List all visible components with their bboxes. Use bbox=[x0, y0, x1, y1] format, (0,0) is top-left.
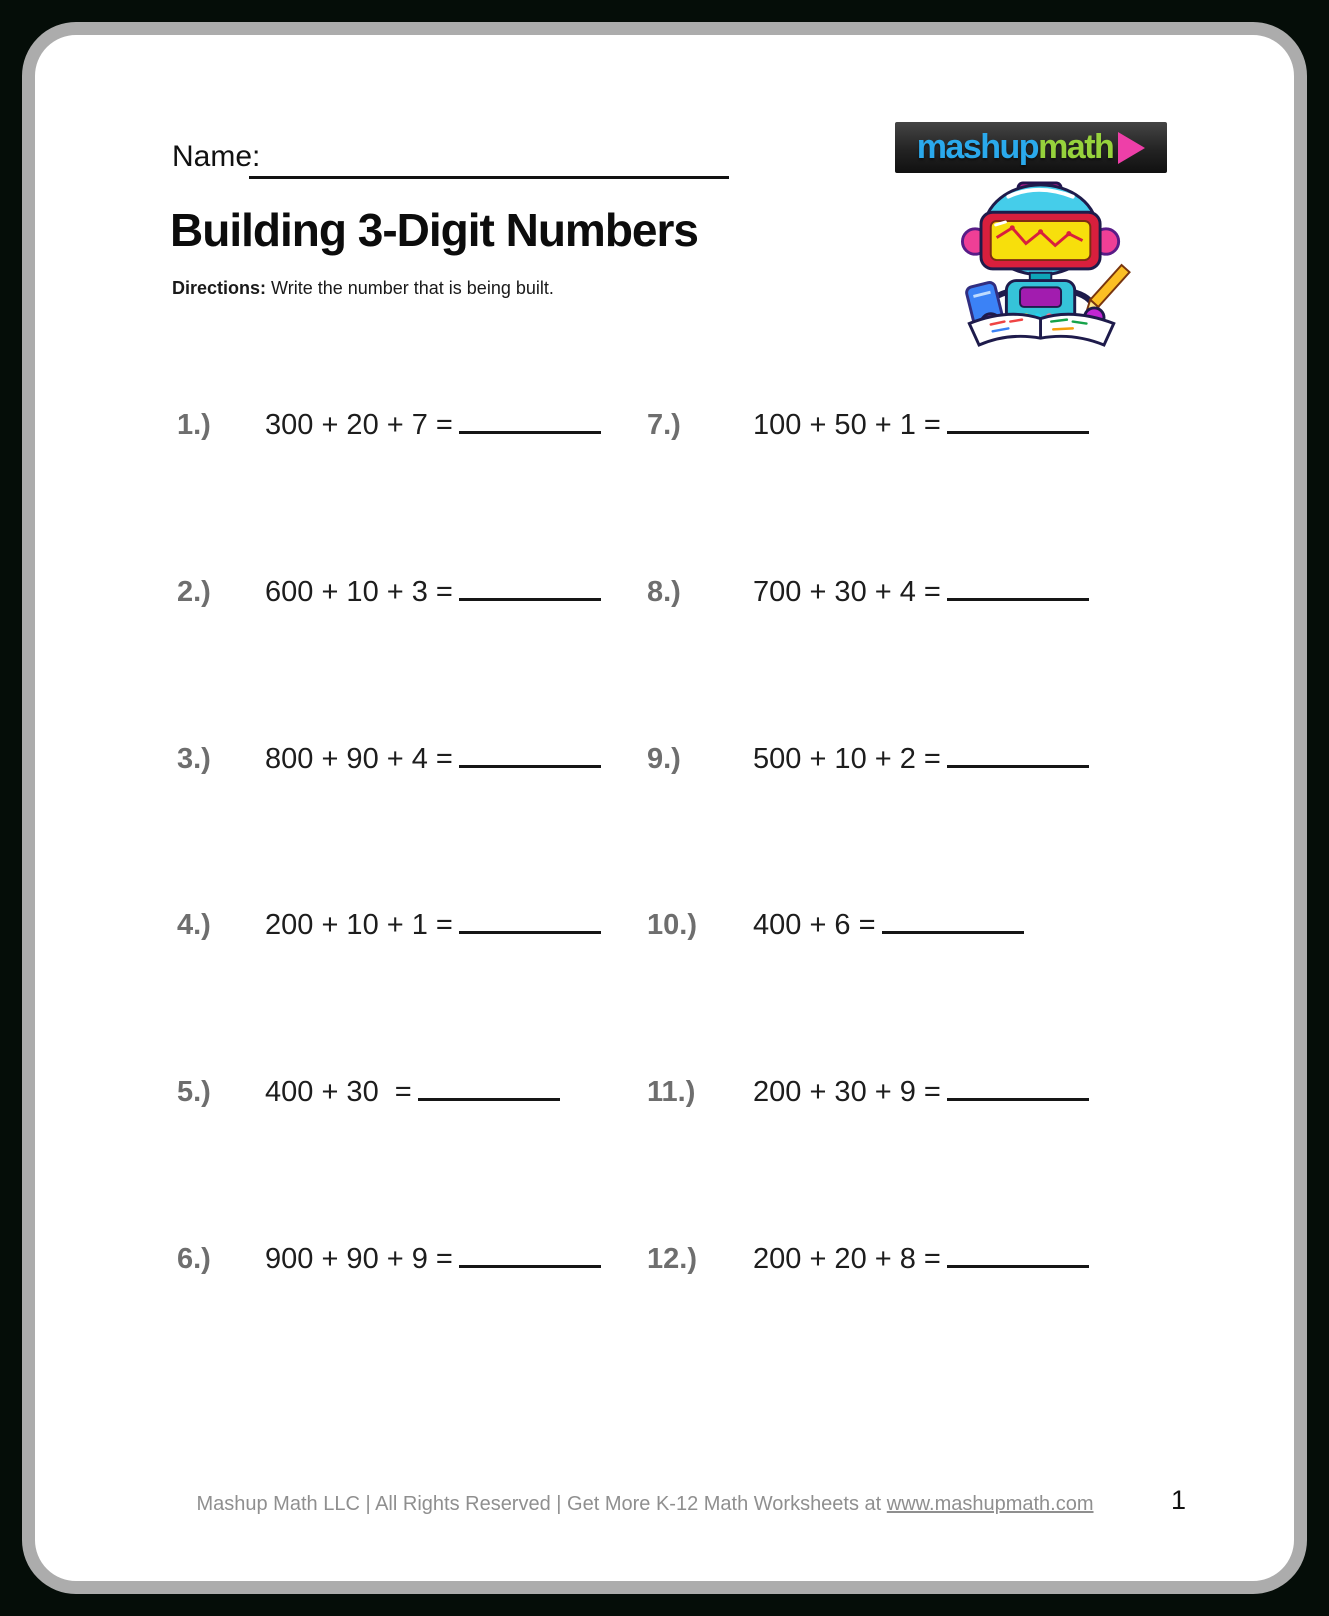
problem-number: 9.) bbox=[647, 743, 681, 775]
problem-7 bbox=[647, 404, 1089, 442]
problem-expression: 400 + 6 = bbox=[753, 909, 876, 941]
answer-blank[interactable] bbox=[459, 1238, 601, 1268]
answer-blank[interactable] bbox=[459, 738, 601, 768]
problem-expression: 600 + 10 + 3 = bbox=[265, 576, 453, 608]
problem-number: 5.) bbox=[177, 1076, 211, 1108]
logo-text-mashup: mashup bbox=[916, 128, 1039, 166]
problem-6 bbox=[177, 1238, 601, 1276]
directions bbox=[172, 278, 554, 299]
problem-4 bbox=[177, 904, 601, 942]
answer-blank[interactable] bbox=[947, 571, 1089, 601]
logo-text-math: math bbox=[1038, 128, 1114, 166]
directions-label: Directions: bbox=[172, 278, 267, 298]
page-title: Building 3-Digit Numbers bbox=[170, 204, 698, 256]
problem-2 bbox=[177, 571, 601, 609]
problem-12 bbox=[647, 1238, 1089, 1276]
problem-number: 6.) bbox=[177, 1243, 211, 1275]
mashupmath-logo bbox=[895, 122, 1167, 173]
problem-number: 4.) bbox=[177, 909, 211, 941]
robot-mascot-illustration bbox=[940, 174, 1145, 352]
problem-expression: 900 + 90 + 9 = bbox=[265, 1243, 453, 1275]
problem-9 bbox=[647, 738, 1089, 776]
problem-expression: 700 + 30 + 4 = bbox=[753, 576, 941, 608]
problem-number: 12.) bbox=[647, 1243, 697, 1275]
answer-blank[interactable] bbox=[459, 571, 601, 601]
problem-number: 3.) bbox=[177, 743, 211, 775]
problem-8 bbox=[647, 571, 1089, 609]
problem-number: 2.) bbox=[177, 576, 211, 608]
problem-number: 7.) bbox=[647, 409, 681, 441]
footer-text: Mashup Math LLC | All Rights Reserved | Get More K-12 Math Worksheets at bbox=[196, 1493, 887, 1515]
answer-blank[interactable] bbox=[459, 404, 601, 434]
answer-blank[interactable] bbox=[418, 1071, 560, 1101]
problem-number: 1.) bbox=[177, 409, 211, 441]
footer bbox=[125, 1493, 1165, 1516]
problem-expression: 200 + 30 + 9 = bbox=[753, 1076, 941, 1108]
problem-10 bbox=[647, 904, 1024, 942]
problem-number: 10.) bbox=[647, 909, 697, 941]
problem-expression: 500 + 10 + 2 = bbox=[753, 743, 941, 775]
problem-number: 8.) bbox=[647, 576, 681, 608]
answer-blank[interactable] bbox=[947, 404, 1089, 434]
problem-expression: 300 + 20 + 7 = bbox=[265, 409, 453, 441]
answer-blank[interactable] bbox=[947, 1071, 1089, 1101]
problem-number: 11.) bbox=[647, 1076, 696, 1108]
answer-blank[interactable] bbox=[947, 1238, 1089, 1268]
play-triangle-icon bbox=[1118, 132, 1145, 164]
page-number: 1 bbox=[1171, 1485, 1187, 1515]
directions-text: Write the number that is being built. bbox=[271, 278, 554, 298]
problem-1 bbox=[177, 404, 601, 442]
answer-blank[interactable] bbox=[459, 904, 601, 934]
problem-expression: 400 + 30 = bbox=[265, 1076, 412, 1108]
robot-icon bbox=[940, 174, 1145, 352]
worksheet-page bbox=[22, 22, 1307, 1594]
problem-expression: 200 + 10 + 1 = bbox=[265, 909, 453, 941]
name-answer-line[interactable] bbox=[249, 176, 729, 179]
problem-expression: 200 + 20 + 8 = bbox=[753, 1243, 941, 1275]
problem-expression: 100 + 50 + 1 = bbox=[753, 409, 941, 441]
problem-3 bbox=[177, 738, 601, 776]
answer-blank[interactable] bbox=[947, 738, 1089, 768]
footer-link[interactable]: www.mashupmath.com bbox=[886, 1493, 1094, 1515]
name-label: Name: bbox=[172, 140, 261, 173]
problem-expression: 800 + 90 + 4 = bbox=[265, 743, 453, 775]
problem-5 bbox=[177, 1071, 560, 1109]
answer-blank[interactable] bbox=[882, 904, 1024, 934]
problem-11 bbox=[647, 1071, 1089, 1109]
